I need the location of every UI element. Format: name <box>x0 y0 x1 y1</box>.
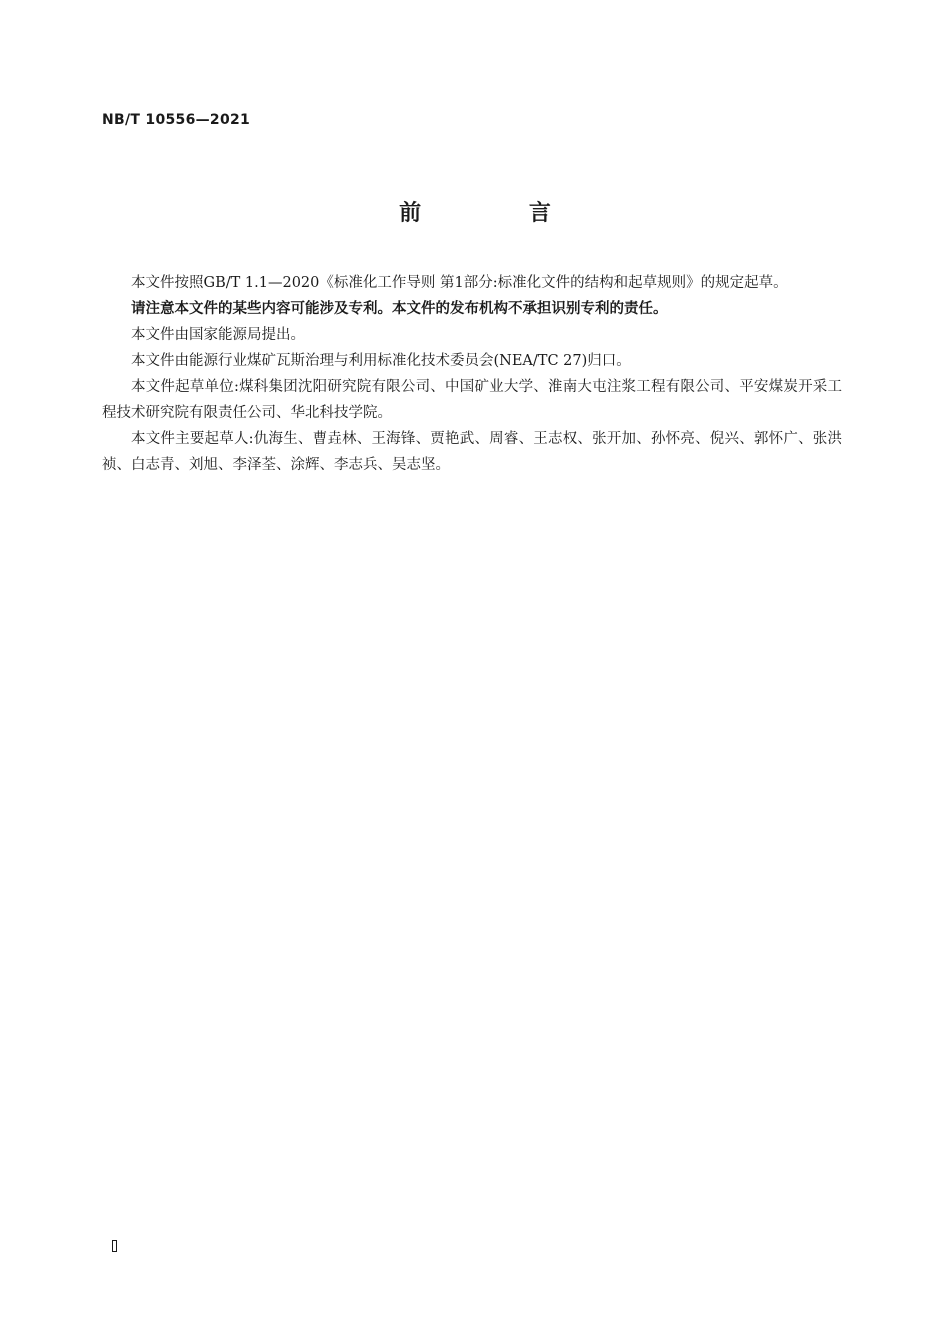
foreword-body <box>102 270 842 478</box>
page-number-roman-i <box>112 1240 117 1252</box>
paragraph-patent-notice: 请注意本文件的某些内容可能涉及专利。本文件的发布机构不承担识别专利的责任。 <box>131 301 668 317</box>
paragraph-drafters: 本文件主要起草人:仇海生、曹垚林、王海锋、贾艳武、周睿、王志权、张开加、孙怀亮、倪兴、郭怀广、张洪祯、白志青、刘旭、李泽荃、涂辉、李志兵、吴志坚。 <box>102 431 842 473</box>
paragraph-proposed-by: 本文件由国家能源局提出。 <box>131 327 305 343</box>
paragraph-drafting-rules: 本文件按照GB/T 1.1—2020《标准化工作导则 第1部分:标准化文件的结构和起草规则》的规定起草。 <box>131 275 788 291</box>
paragraph-drafting-organizations: 本文件起草单位:煤科集团沈阳研究院有限公司、中国矿业大学、淮南大屯注浆工程有限公司、平安煤炭开采工程技术研究院有限责任公司、华北科技学院。 <box>102 379 842 421</box>
document-number: NB/T 10556—2021 <box>102 112 251 128</box>
page-title: 前 言 <box>399 201 601 226</box>
paragraph-technical-committee: 本文件由能源行业煤矿瓦斯治理与利用标准化技术委员会(NEA/TC 27)归口。 <box>131 353 631 369</box>
